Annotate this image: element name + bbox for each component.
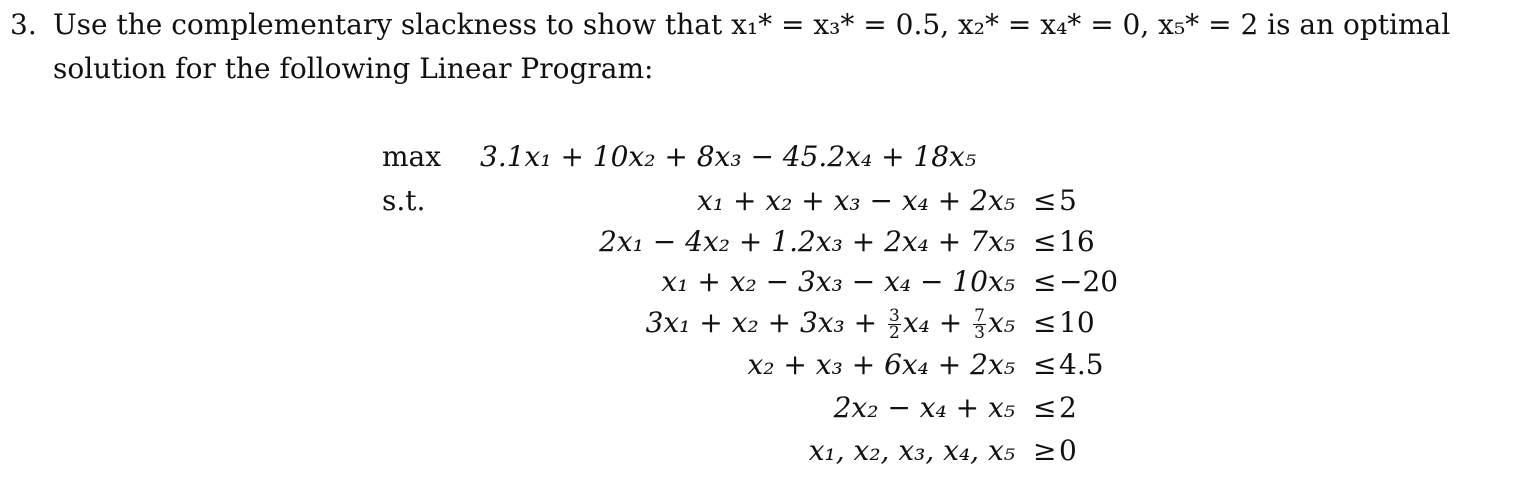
constraint-row-6: [480, 389, 1015, 427]
constraint-row-4: [480, 304, 1015, 342]
question-text-line-1: Use the complementary slackness to show that x₁* = x₃* = 0.5, x₂* = x₄* = 0, x₅* = 2 is an optimal: [53, 8, 1451, 41]
constraint-lhs-part: x₅: [987, 306, 1015, 339]
question-line-2: solution for the following Linear Program:: [53, 52, 654, 85]
constraint-lhs: x₁ + x₂ − 3x₃ − x₄ − 10x₅: [661, 265, 1015, 298]
constraint-rhs: 4.5: [1059, 348, 1104, 381]
constraints-label: [382, 182, 425, 220]
objective-function: 3.1x₁ + 10x₂ + 8x₃ − 45.2x₄ + 18x₅: [480, 140, 977, 173]
constraint-relation: ≤: [1033, 184, 1057, 217]
nonnegativity-relation: ≥: [1033, 434, 1057, 467]
nonnegativity-variables: x₁, x₂, x₃, x₄, x₅: [808, 434, 1015, 467]
constraint-relation: ≤: [1033, 225, 1057, 258]
constraint-row-2: [480, 223, 1015, 261]
constraint-lhs: [646, 304, 1015, 342]
constraint-lhs: 2x₁ − 4x₂ + 1.2x₃ + 2x₄ + 7x₅: [599, 225, 1015, 258]
fraction-denominator: 3: [974, 323, 985, 343]
constraint-lhs-part: 3x₁ + x₂ + 3x₃ +: [645, 306, 887, 339]
nonnegativity-row: [480, 432, 1015, 470]
fraction-three-halves: [888, 308, 901, 341]
fraction-seven-thirds: [973, 308, 986, 341]
objective-label: [382, 138, 441, 176]
constraint-lhs: 2x₂ − x₄ + x₅: [833, 391, 1015, 424]
objective-label-text: max: [382, 140, 442, 173]
constraint-row-1: [480, 182, 1015, 220]
constraint-lhs: x₁ + x₂ + x₃ − x₄ + 2x₅: [697, 184, 1015, 217]
constraint-relation: ≤: [1033, 265, 1057, 298]
fraction-denominator: 2: [889, 323, 900, 343]
constraint-rhs: 2: [1059, 391, 1077, 424]
fraction-numerator: 7: [974, 306, 985, 326]
constraint-rhs: −20: [1059, 265, 1119, 298]
constraint-rhs-row-2: [1033, 223, 1163, 261]
constraint-row-3: [480, 263, 1015, 301]
constraint-rhs: 10: [1059, 306, 1095, 339]
constraint-row-5: [480, 346, 1015, 384]
constraint-lhs: x₂ + x₃ + 6x₄ + 2x₅: [747, 348, 1015, 381]
constraint-rhs-row-1: [1033, 182, 1163, 220]
constraint-rhs-row-6: [1033, 389, 1163, 427]
constraint-relation: ≤: [1033, 306, 1057, 339]
objective-row: [480, 138, 1015, 176]
constraint-rhs: 16: [1059, 225, 1095, 258]
constraint-rhs: 5: [1059, 184, 1077, 217]
fraction-numerator: 3: [889, 306, 900, 326]
constraint-relation: ≤: [1033, 391, 1057, 424]
nonnegativity-rhs-row: [1033, 432, 1163, 470]
constraint-rhs-row-3: [1033, 263, 1163, 301]
question-line-1: [10, 8, 1450, 42]
constraint-rhs-row-4: [1033, 304, 1163, 342]
constraint-relation: ≤: [1033, 348, 1057, 381]
nonnegativity-rhs: 0: [1059, 434, 1077, 467]
question-number: 3.: [10, 8, 37, 41]
constraint-lhs-part: x₄ +: [902, 306, 972, 339]
constraints-label-text: s.t.: [382, 184, 426, 217]
constraint-rhs-row-5: [1033, 346, 1163, 384]
